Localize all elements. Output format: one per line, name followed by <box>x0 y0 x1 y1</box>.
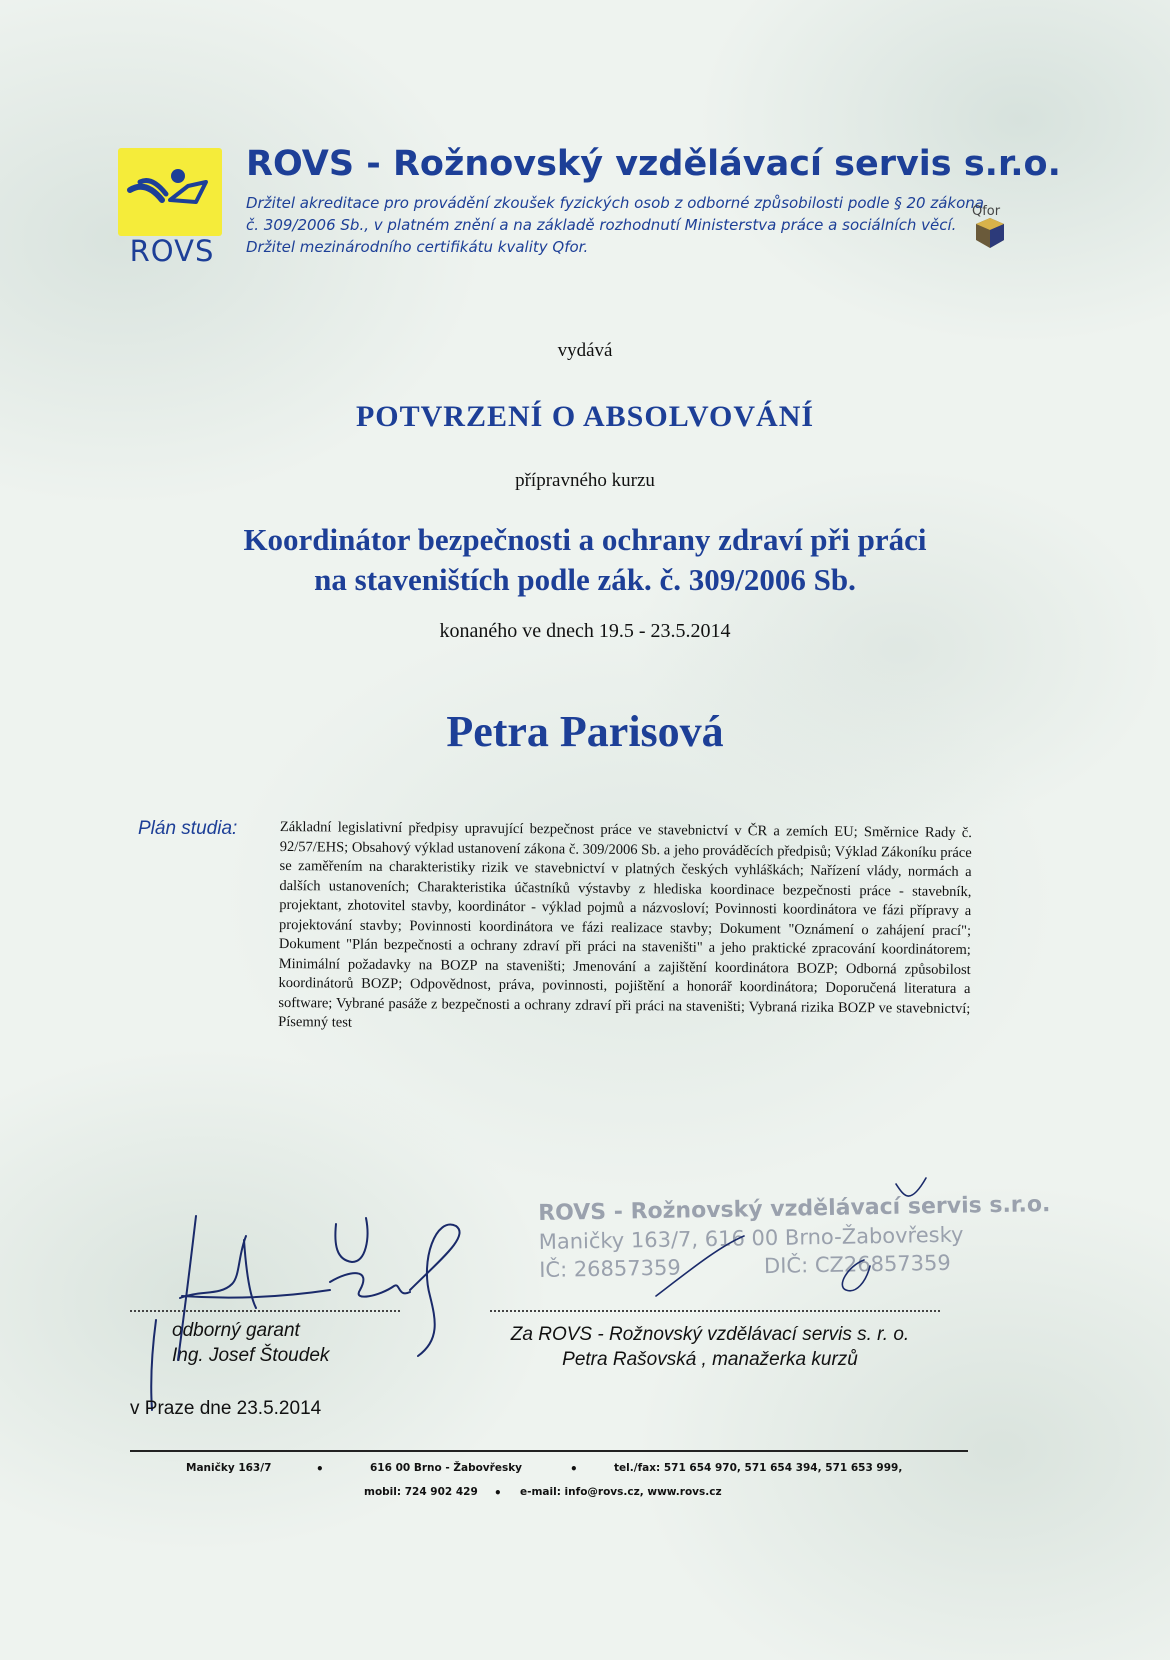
stamp-line <box>539 1249 951 1284</box>
guarantor-signature-block <box>172 1318 372 1368</box>
signature-line-left <box>130 1310 400 1312</box>
manager-name: Petra Rašovská , manažerka kurzů <box>562 1349 858 1370</box>
accreditation-line: Držitel mezinárodního certifikátu kvality Qfor. <box>246 238 589 256</box>
manager-org: Za ROVS - Rožnovský vzdělávací servis s. r. o. <box>510 1324 910 1345</box>
course-kind: přípravného kurzu <box>515 470 655 491</box>
course-name-line: Koordinátor bezpečnosti a ochrany zdraví při práci <box>243 522 927 557</box>
accreditation-line: Držitel akreditace pro provádění zkoušek fyzických osob z odborné způsobilosti podle § 20 zákona <box>246 194 984 212</box>
footer-bullet: • <box>316 1462 324 1476</box>
guarantor-role: odborný garant <box>172 1320 300 1341</box>
logo-text: ROVS <box>129 234 215 268</box>
footer-email-web: e-mail: info@rovs.cz, www.rovs.cz <box>520 1486 722 1498</box>
footer-city: 616 00 Brno - Žabovřesky <box>370 1462 523 1474</box>
footer-bullet: • <box>494 1486 502 1500</box>
qfor-logo-icon <box>970 210 1010 252</box>
footer-bullet: • <box>570 1462 578 1476</box>
stamp-line: Maničky 163/7, 616 00 Brno-Žabovřesky <box>538 1222 964 1254</box>
footer-divider <box>130 1450 968 1452</box>
stamp-ic: IČ: 26857359 <box>539 1255 681 1282</box>
footer-street: Maničky 163/7 <box>186 1462 272 1474</box>
company-stamp <box>538 1192 1051 1284</box>
rovs-logo-graphic-icon <box>126 160 214 224</box>
course-name-line: na staveništích podle zák. č. 309/2006 Sb. <box>314 562 856 597</box>
course-dates: konaného ve dnech 19.5 - 23.5.2014 <box>439 620 731 642</box>
issues-label: vydává <box>557 340 613 361</box>
qfor-logo-text: Qfor <box>972 204 1001 219</box>
rovs-logo <box>118 148 222 236</box>
accreditation-text <box>246 192 984 258</box>
footer-mobile: mobil: 724 902 429 <box>364 1486 478 1498</box>
manager-signature-block <box>470 1322 950 1372</box>
guarantor-signature <box>151 1216 459 1410</box>
study-plan-text: Základní legislativní předpisy upravující bezpečnost práce ve stavebnictví v ČR a zemích EU; Směrnice Rady č. 92/57/EHS; Obsahový výklad ustanovení zákona č. 309/2006 Sb. a jeho prováděcích předpisů; Výklad Zákoníku práce se zaměřením na charakteristiky rizik ve stavebnictví v platných českých vyhláškách; Nařízení vlády, normách a dalších ustanoveních; Charakteristika účastníků výstavby z hlediska koordinace bezpečnosti práce - stavebník, projektant, zhotovitel stavby, koordinátor - výklad pojmů a názvosloví; Povinnosti koordinátora ve fázi přípravy a projektování stavby; Povinnosti koordinátora ve fázi realizace stavby; Dokument "Oznámení o zahájení prací"; Dokument "Plán bezpečnosti a ochrany zdraví při práci na staveništi" a jeho praktické zpracování koordinátorem; Minimální požadavky na BOZP na staveništi; Jmenování a zajištění koordinátora BOZP; Odborná způsobilost koordinátorů BOZP; Odpovědnost, práva, povinnosti, pojištění a honorář koordinátora; Doporučená literatura a software; Vybrané pasáže z bezpečnosti a ochrany zdraví při práci na staveništi; Vybraná rizika BOZP ve stavebnictví; Písemný test <box>278 818 972 1031</box>
guarantor-name: Ing. Josef Štoudek <box>172 1345 330 1366</box>
course-name <box>0 520 1170 600</box>
place-and-date: v Praze dne 23.5.2014 <box>130 1398 322 1419</box>
organization-name: ROVS - Rožnovský vzdělávací servis s.r.o. <box>246 144 1061 184</box>
stamp-dic: DIČ: CZ26857359 <box>763 1250 951 1279</box>
participant-name: Petra Parisová <box>446 707 724 756</box>
study-plan-label: Plán studia: <box>138 818 238 839</box>
accreditation-line: č. 309/2006 Sb., v platném znění a na základě rozhodnutí Ministerstva práce a sociálních věcí. <box>246 216 957 234</box>
document-title: POTVRZENÍ O ABSOLVOVÁNÍ <box>355 400 815 433</box>
signature-line-right <box>490 1310 940 1312</box>
footer-phone: tel./fax: 571 654 970, 571 654 394, 571 653 999, <box>614 1462 903 1474</box>
stamp-line: ROVS - Rožnovský vzdělávací servis s.r.o. <box>538 1192 1051 1226</box>
